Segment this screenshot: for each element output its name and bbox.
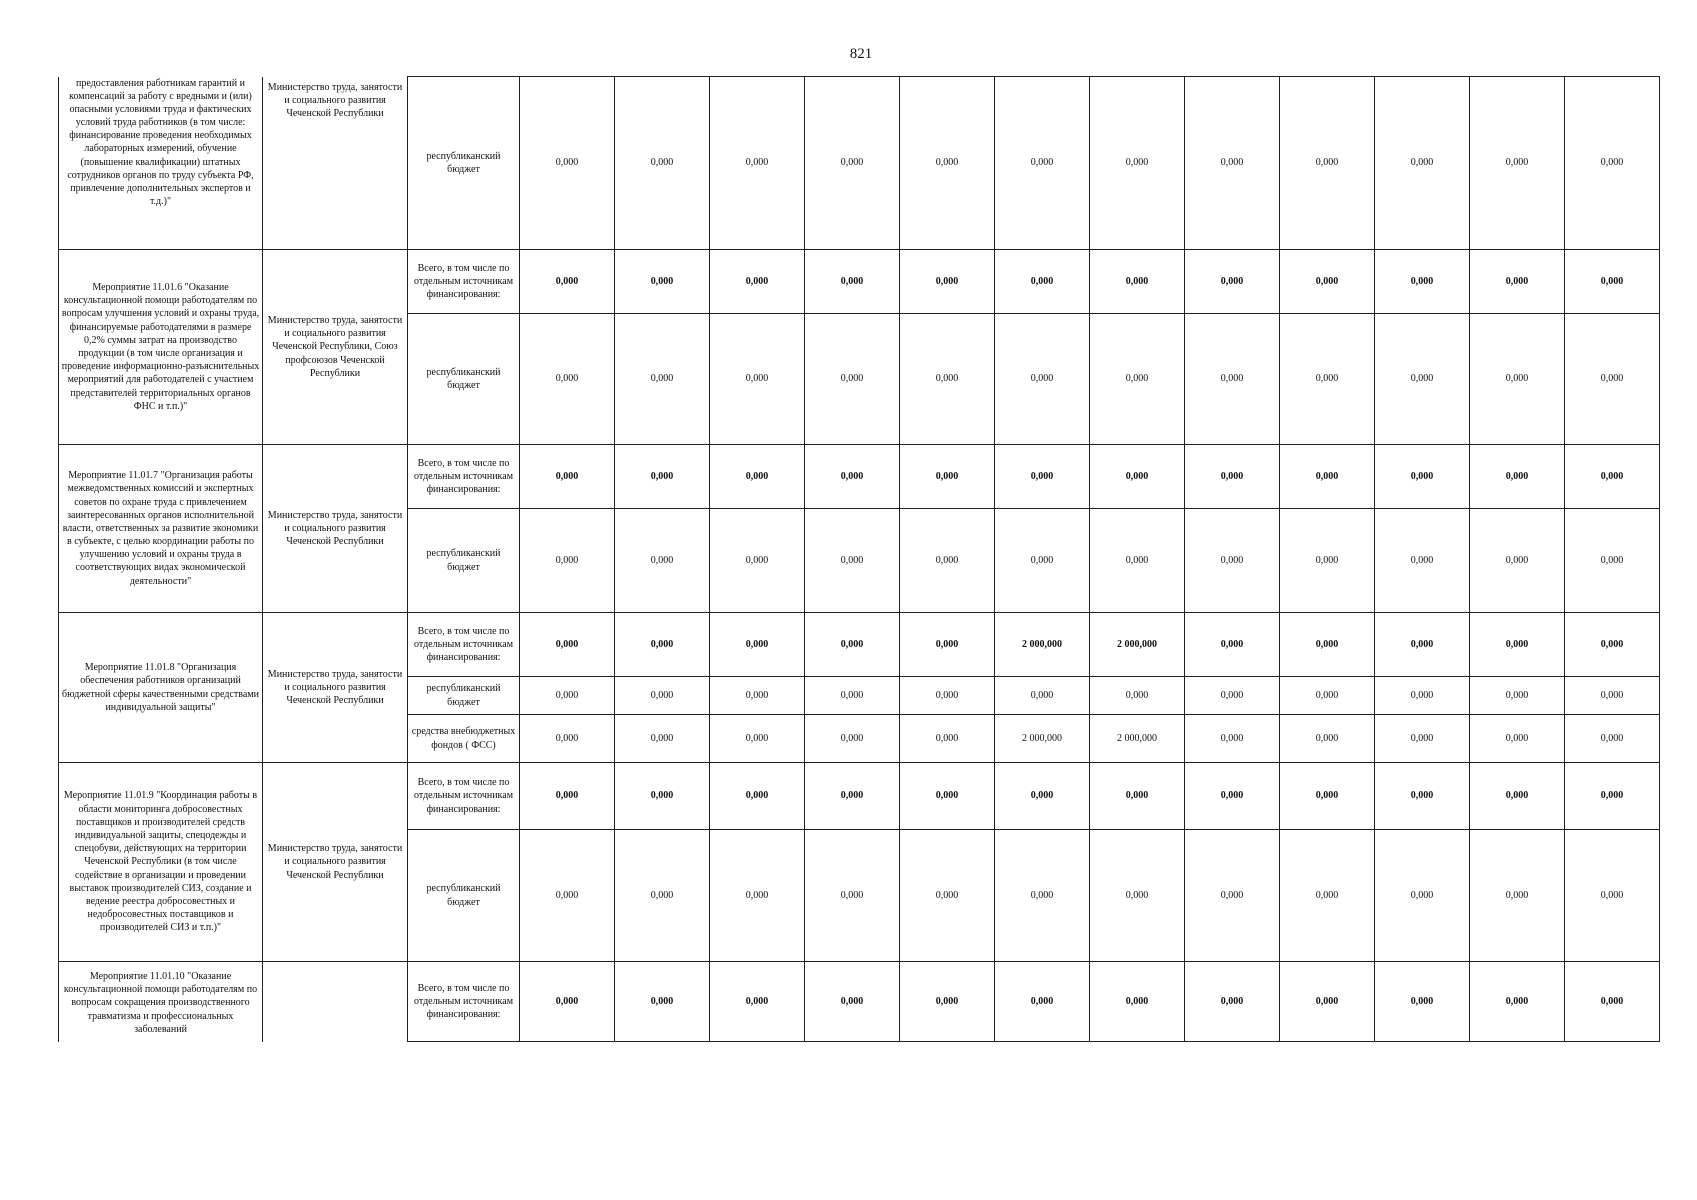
amount-cell: 0,000: [1565, 830, 1660, 962]
amount-cell: 0,000: [615, 77, 710, 250]
amount-cell: 0,000: [1565, 763, 1660, 830]
amount-cell: 0,000: [1185, 763, 1280, 830]
table-row: [59, 962, 1660, 1042]
amount-cell: 0,000: [1280, 677, 1375, 715]
amount-cell: 0,000: [615, 715, 710, 763]
amount-cell: 0,000: [1090, 677, 1185, 715]
amount-cell: 0,000: [520, 509, 615, 613]
amount-cell: 0,000: [520, 715, 615, 763]
amount-cell: 0,000: [710, 250, 805, 314]
amount-cell: 0,000: [805, 509, 900, 613]
page-number: 821: [849, 46, 873, 62]
amount-cell: 0,000: [1185, 962, 1280, 1042]
amount-cell: 0,000: [520, 445, 615, 509]
amount-cell: 0,000: [1565, 509, 1660, 613]
funding-source-label: республиканский бюджет: [408, 314, 520, 445]
amount-cell: 0,000: [995, 314, 1090, 445]
amount-cell: 0,000: [1280, 250, 1375, 314]
measure-description: предоставления работникам гарантий и компенсаций за работу с вредными и (или) опасными условиями труда и фактических условий труда работников (в том числе: финансирование проведения необходимых лабораторных измерений, обучение (повышение квалификации) штатных сотрудников органов по труду субъекта РФ, привлечение дополнительных экспертов и т.д.)": [59, 77, 263, 250]
amount-cell: 0,000: [805, 962, 900, 1042]
amount-cell: 0,000: [900, 509, 995, 613]
amount-cell: 0,000: [1470, 509, 1565, 613]
amount-cell: 0,000: [1375, 613, 1470, 677]
amount-cell: 0,000: [1185, 314, 1280, 445]
amount-cell: 0,000: [1470, 314, 1565, 445]
amount-cell: 0,000: [1280, 763, 1375, 830]
amount-cell: 0,000: [900, 715, 995, 763]
amount-cell: 0,000: [1185, 830, 1280, 962]
amount-cell: 2 000,000: [995, 613, 1090, 677]
amount-cell: 0,000: [805, 830, 900, 962]
executor-cell: Министерство труда, занятости и социального развития Чеченской Республики: [263, 763, 408, 962]
amount-cell: 0,000: [995, 763, 1090, 830]
amount-cell: 0,000: [710, 509, 805, 613]
funding-source-label: республиканский бюджет: [408, 509, 520, 613]
amount-cell: 0,000: [615, 962, 710, 1042]
amount-cell: 0,000: [1470, 830, 1565, 962]
amount-cell: 0,000: [1090, 509, 1185, 613]
amount-cell: 0,000: [710, 77, 805, 250]
amount-cell: 0,000: [1090, 830, 1185, 962]
amount-cell: 0,000: [995, 962, 1090, 1042]
amount-cell: 0,000: [1375, 830, 1470, 962]
amount-cell: 0,000: [805, 314, 900, 445]
funding-source-label: Всего, в том числе по отдельным источникам финансирования:: [408, 445, 520, 509]
amount-cell: 0,000: [615, 314, 710, 445]
amount-cell: 2 000,000: [995, 715, 1090, 763]
amount-cell: 0,000: [520, 314, 615, 445]
amount-cell: 0,000: [1375, 763, 1470, 830]
amount-cell: 0,000: [900, 314, 995, 445]
amount-cell: 0,000: [520, 830, 615, 962]
amount-cell: 0,000: [900, 250, 995, 314]
amount-cell: 0,000: [1375, 962, 1470, 1042]
amount-cell: 0,000: [615, 677, 710, 715]
amount-cell: 0,000: [615, 830, 710, 962]
amount-cell: 0,000: [995, 677, 1090, 715]
measure-description: Мероприятие 11.01.7 "Организация работы межведомственных комиссий и экспертных советов по охране труда с привлечением заинтересованных органов исполнительной власти, ответственных за развитие экономики в субъекте, с целью координации работы по улучшению условий и охраны труда в соответствующих видах экономической деятельности": [59, 445, 263, 613]
amount-cell: 0,000: [520, 763, 615, 830]
measure-description: Мероприятие 11.01.8 "Организация обеспечения работников организаций бюджетной сферы качественными средствами индивидуальной защиты": [59, 613, 263, 763]
executor-cell: Министерство труда, занятости и социального развития Чеченской Республики: [263, 445, 408, 613]
amount-cell: 0,000: [520, 677, 615, 715]
measure-description: Мероприятие 11.01.6 "Оказание консультационной помощи работодателям по вопросам улучшения условий и охраны труда, финансируемые работодателями в размере 0,2% суммы затрат на производство продукции (в том числе организация и проведение информационно-разъяснительных мероприятий для работодателей с участием представителей территориальных органов ФНС и т.п.)": [59, 250, 263, 445]
amount-cell: 0,000: [900, 77, 995, 250]
amount-cell: 0,000: [995, 250, 1090, 314]
amount-cell: 0,000: [1090, 314, 1185, 445]
amount-cell: 0,000: [1280, 830, 1375, 962]
amount-cell: 0,000: [1470, 445, 1565, 509]
amount-cell: 0,000: [710, 830, 805, 962]
amount-cell: 0,000: [1090, 77, 1185, 250]
amount-cell: 0,000: [1280, 613, 1375, 677]
amount-cell: 0,000: [1185, 445, 1280, 509]
amount-cell: 0,000: [995, 445, 1090, 509]
amount-cell: 0,000: [1280, 962, 1375, 1042]
amount-cell: 0,000: [1185, 613, 1280, 677]
amount-cell: 0,000: [1280, 77, 1375, 250]
amount-cell: 0,000: [805, 250, 900, 314]
amount-cell: 0,000: [900, 677, 995, 715]
amount-cell: 0,000: [900, 613, 995, 677]
amount-cell: 0,000: [1565, 962, 1660, 1042]
amount-cell: 0,000: [900, 445, 995, 509]
executor-cell: Министерство труда, занятости и социального развития Чеченской Республики, Союз профсоюзов Чеченской Республики: [263, 250, 408, 445]
funding-source-label: республиканский бюджет: [408, 77, 520, 250]
amount-cell: 0,000: [1090, 250, 1185, 314]
funding-source-label: Всего, в том числе по отдельным источникам финансирования:: [408, 250, 520, 314]
amount-cell: 0,000: [710, 314, 805, 445]
funding-table: [58, 76, 1660, 1042]
amount-cell: 0,000: [1375, 250, 1470, 314]
amount-cell: 0,000: [520, 613, 615, 677]
amount-cell: 0,000: [710, 677, 805, 715]
amount-cell: 0,000: [1375, 77, 1470, 250]
table-row: [59, 445, 1660, 509]
amount-cell: 2 000,000: [1090, 715, 1185, 763]
amount-cell: 0,000: [805, 613, 900, 677]
funding-source-label: средства внебюджетных фондов ( ФСС): [408, 715, 520, 763]
amount-cell: 0,000: [805, 715, 900, 763]
amount-cell: 0,000: [1280, 314, 1375, 445]
amount-cell: 0,000: [1090, 445, 1185, 509]
amount-cell: 0,000: [900, 962, 995, 1042]
amount-cell: 0,000: [615, 763, 710, 830]
amount-cell: 0,000: [1185, 677, 1280, 715]
amount-cell: 0,000: [1565, 445, 1660, 509]
amount-cell: 0,000: [1470, 715, 1565, 763]
amount-cell: 0,000: [710, 763, 805, 830]
funding-source-label: республиканский бюджет: [408, 830, 520, 962]
amount-cell: 0,000: [615, 509, 710, 613]
amount-cell: 0,000: [520, 77, 615, 250]
funding-source-label: республиканский бюджет: [408, 677, 520, 715]
funding-source-label: Всего, в том числе по отдельным источникам финансирования:: [408, 613, 520, 677]
amount-cell: 0,000: [1470, 250, 1565, 314]
amount-cell: 0,000: [900, 830, 995, 962]
amount-cell: 0,000: [1470, 962, 1565, 1042]
measure-description: Мероприятие 11.01.9 "Координация работы в области мониторинга добросовестных поставщиков и производителей средств индивидуальной защиты, спецодежды и спецобуви, действующих на территории Чеченской Республики (в том числе содействие в организации и проведении выставок производителей СИЗ, создание и ведение реестра добросовестных и недобросовестных поставщиков и производителей СИЗ и т.п.)": [59, 763, 263, 962]
amount-cell: 0,000: [1280, 445, 1375, 509]
amount-cell: 0,000: [615, 613, 710, 677]
amount-cell: 0,000: [995, 77, 1090, 250]
amount-cell: 0,000: [710, 613, 805, 677]
amount-cell: 0,000: [1375, 715, 1470, 763]
funding-source-label: Всего, в том числе по отдельным источникам финансирования:: [408, 763, 520, 830]
amount-cell: 0,000: [1470, 677, 1565, 715]
amount-cell: 0,000: [1090, 763, 1185, 830]
amount-cell: 2 000,000: [1090, 613, 1185, 677]
amount-cell: 0,000: [1565, 314, 1660, 445]
amount-cell: 0,000: [805, 763, 900, 830]
amount-cell: 0,000: [805, 445, 900, 509]
amount-cell: 0,000: [1470, 77, 1565, 250]
amount-cell: 0,000: [1280, 509, 1375, 613]
amount-cell: 0,000: [1470, 763, 1565, 830]
amount-cell: 0,000: [900, 763, 995, 830]
amount-cell: 0,000: [520, 962, 615, 1042]
amount-cell: 0,000: [1375, 509, 1470, 613]
amount-cell: 0,000: [1280, 715, 1375, 763]
executor-cell: Министерство труда, занятости и социального развития Чеченской Республики: [263, 77, 408, 250]
amount-cell: 0,000: [710, 715, 805, 763]
amount-cell: 0,000: [615, 445, 710, 509]
amount-cell: 0,000: [1185, 715, 1280, 763]
amount-cell: 0,000: [1185, 250, 1280, 314]
funding-source-label: Всего, в том числе по отдельным источникам финансирования:: [408, 962, 520, 1042]
amount-cell: 0,000: [1565, 250, 1660, 314]
amount-cell: 0,000: [995, 509, 1090, 613]
table-row: [59, 77, 1660, 250]
amount-cell: 0,000: [995, 830, 1090, 962]
amount-cell: 0,000: [1375, 677, 1470, 715]
amount-cell: 0,000: [1375, 314, 1470, 445]
measure-description: Мероприятие 11.01.10 "Оказание консультационной помощи работодателям по вопросам сокращения производственного травматизма и профессиональных заболеваний: [59, 962, 263, 1042]
executor-cell: Министерство труда, занятости и социального развития Чеченской Республики: [263, 613, 408, 763]
amount-cell: 0,000: [1565, 613, 1660, 677]
amount-cell: 0,000: [1375, 445, 1470, 509]
amount-cell: 0,000: [520, 250, 615, 314]
amount-cell: 0,000: [1185, 509, 1280, 613]
amount-cell: 0,000: [1565, 677, 1660, 715]
amount-cell: 0,000: [710, 962, 805, 1042]
amount-cell: 0,000: [1090, 962, 1185, 1042]
table-row: [59, 613, 1660, 677]
table-row: [59, 250, 1660, 314]
amount-cell: 0,000: [1185, 77, 1280, 250]
executor-cell: [263, 962, 408, 1042]
amount-cell: 0,000: [805, 77, 900, 250]
amount-cell: 0,000: [1470, 613, 1565, 677]
amount-cell: 0,000: [1565, 77, 1660, 250]
amount-cell: 0,000: [805, 677, 900, 715]
amount-cell: 0,000: [1565, 715, 1660, 763]
table-row: [59, 763, 1660, 830]
amount-cell: 0,000: [615, 250, 710, 314]
amount-cell: 0,000: [710, 445, 805, 509]
